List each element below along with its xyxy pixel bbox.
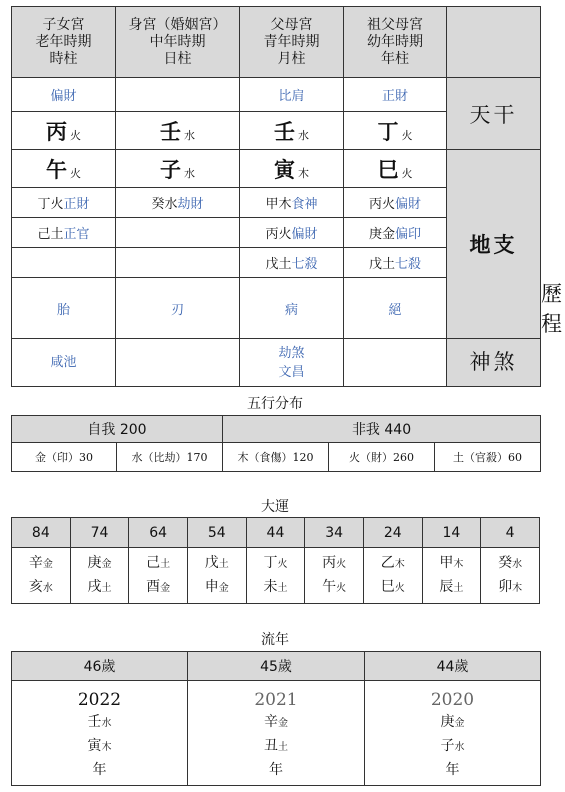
- stem-char: 丁: [377, 118, 399, 144]
- tiangan-label: 天干: [447, 78, 541, 150]
- wuxing-item-row: [12, 443, 541, 472]
- liunian-age: 45歲: [188, 652, 365, 681]
- stem-god-row: [12, 78, 541, 112]
- heavenly-stem: [344, 112, 447, 150]
- dayun-pillar: [363, 548, 422, 604]
- liunian-title: 流年: [261, 632, 289, 648]
- heavenly-stem: [116, 112, 240, 150]
- stem-char: 壬: [274, 118, 295, 144]
- shensha-cell: [240, 339, 344, 387]
- hidden-stem: [240, 188, 344, 218]
- element-label: 金: [101, 558, 112, 570]
- stem-char: 壬: [160, 118, 181, 144]
- dayun-age: 4: [481, 518, 540, 548]
- element-label: 木: [101, 742, 112, 753]
- pillar-header: [344, 7, 447, 78]
- element-label: 金: [454, 718, 465, 729]
- wuxing-item: 金（印）30: [12, 443, 117, 472]
- hidden-stem: [240, 248, 344, 278]
- hidden-stem-god: 正官: [63, 227, 90, 242]
- liunian-year: 2022: [77, 690, 122, 710]
- hidden-stem-char: 丙火: [265, 227, 292, 242]
- life-stage-row: 胎 刃 病 絕 歷程: [12, 278, 541, 339]
- branch-char: 午: [46, 156, 67, 182]
- liunian-year-cell: [188, 681, 365, 786]
- life-stage: 刃: [116, 278, 240, 339]
- hidden-stem-god: 正財: [63, 197, 90, 212]
- wuxing-item: 土（官殺）60: [435, 443, 541, 472]
- hidden-stem-god: 食神: [291, 197, 318, 212]
- liunian-branch: 寅: [87, 738, 102, 754]
- element-label: 水: [298, 128, 309, 142]
- element-label: 火: [401, 128, 413, 142]
- corner-cell: [447, 7, 541, 78]
- element-label: 木: [512, 582, 523, 594]
- liunian-branch: 丑: [264, 738, 278, 754]
- dayun-stem: 辛: [28, 554, 43, 571]
- dayun-age: 24: [363, 518, 422, 548]
- stem-god: [116, 78, 240, 112]
- element-label: 金: [278, 718, 288, 729]
- dayun-age: 84: [12, 518, 71, 548]
- element-label: 火: [70, 128, 81, 142]
- hidden-stem: [344, 248, 447, 278]
- shensha-item: 劫煞: [278, 345, 305, 361]
- period-label: 青年時期: [263, 33, 320, 50]
- hidden-stem: [116, 188, 240, 218]
- shensha-cell: [12, 339, 116, 387]
- palace-label: 父母宮: [270, 16, 313, 33]
- other-group: 非我 440: [223, 416, 541, 443]
- year-suffix: 年: [269, 762, 283, 778]
- dayun-branch: 辰: [439, 578, 454, 595]
- dayun-branch: 巳: [380, 578, 395, 595]
- earthly-branch: [240, 150, 344, 188]
- branch-char: 子: [160, 156, 181, 182]
- life-stage: 絕: [344, 278, 447, 339]
- hidden-stem: [12, 188, 116, 218]
- period-label: 中年時期: [149, 33, 206, 50]
- liunian-stem: 辛: [264, 714, 278, 730]
- dayun-branch: 午: [322, 578, 337, 595]
- hidden-stem-god: 七殺: [291, 257, 318, 272]
- shensha-cell: [344, 339, 447, 387]
- element-label: 木: [298, 166, 309, 180]
- wuxing-table: [11, 415, 541, 472]
- element-label: 水: [42, 582, 53, 594]
- liunian-year: 2021: [254, 690, 298, 710]
- stem-char: 丙: [46, 118, 67, 144]
- hidden-stem: [116, 248, 240, 278]
- element-label: 火: [401, 166, 413, 180]
- palace-label: 祖父母宮: [367, 16, 423, 33]
- hidden-stem-char: 戊土: [265, 257, 292, 272]
- dayun-age: 74: [70, 518, 129, 548]
- earthly-branch: [12, 150, 116, 188]
- hidden-stem-god: 偏印: [395, 227, 422, 242]
- dayun-pillar: [12, 548, 71, 604]
- stem-god: 比肩: [240, 78, 344, 112]
- element-label: 水: [101, 718, 112, 729]
- branch-row: [12, 150, 541, 188]
- pillar-label: 時柱: [49, 50, 78, 67]
- element-label: 水: [184, 166, 195, 180]
- element-label: 火: [336, 582, 347, 594]
- hidden-stem: [116, 218, 240, 248]
- pillar-label: 月柱: [277, 50, 306, 67]
- dayun-branch: 未: [263, 578, 278, 595]
- hidden-stem-char: 甲木: [265, 197, 292, 212]
- pillar-header: [240, 7, 344, 78]
- dayun-pillar: [481, 548, 540, 604]
- palace-label: 子女宮: [42, 16, 85, 33]
- dayun-pillar-row: [12, 548, 540, 604]
- dayun-pillar: [187, 548, 246, 604]
- element-label: 木: [394, 558, 405, 570]
- self-group: 自我 200: [12, 416, 223, 443]
- dayun-pillar: [422, 548, 481, 604]
- dayun-stem: 丙: [322, 554, 337, 571]
- hidden-stem-god: 偏財: [291, 227, 318, 242]
- liunian-stem: 壬: [87, 714, 102, 730]
- dayun-pillar: [129, 548, 188, 604]
- element-label: 火: [336, 558, 347, 570]
- element-label: 火: [394, 582, 405, 594]
- wuxing-group-row: [12, 416, 541, 443]
- pillar-label: 年柱: [381, 50, 409, 67]
- element-label: 土: [277, 582, 288, 594]
- liunian-table: [11, 651, 541, 786]
- hidden-stem-char: 庚金: [368, 227, 395, 242]
- pillar-header: [116, 7, 240, 78]
- hidden-stem-char: 己土: [37, 227, 64, 242]
- hidden-stem: [12, 218, 116, 248]
- element-label: 金: [218, 582, 229, 594]
- liunian-year-row: [12, 681, 541, 786]
- palace-label: 身宮（婚姻宮）: [128, 16, 227, 33]
- dayun-age: 54: [187, 518, 246, 548]
- dayun-title: 大運: [261, 499, 289, 515]
- dayun-stem: 丁: [263, 554, 278, 571]
- element-label: 土: [278, 742, 288, 753]
- dayun-branch: 申: [204, 578, 219, 595]
- dayun-pillar: [246, 548, 305, 604]
- heavenly-stem: [12, 112, 116, 150]
- dayun-age: 64: [129, 518, 188, 548]
- liunian-year-cell: [12, 681, 188, 786]
- hidden-stem-char: 戊土: [368, 257, 395, 272]
- dayun-age: 14: [422, 518, 481, 548]
- shensha-cell: [116, 339, 240, 387]
- element-label: 水: [454, 742, 465, 753]
- hidden-stem: [344, 218, 447, 248]
- dayun-stem: 甲: [439, 554, 454, 571]
- element-label: 火: [70, 166, 81, 180]
- hidden-stem-god: 七殺: [395, 257, 422, 272]
- shensha-item: 咸池: [50, 355, 77, 370]
- element-label: 水: [184, 128, 195, 142]
- hidden-stem-char: 癸水: [151, 197, 178, 212]
- element-label: 土: [160, 558, 171, 570]
- branch-char: 寅: [274, 156, 295, 182]
- pillar-header: [12, 7, 116, 78]
- liunian-stem: 庚: [440, 714, 455, 730]
- dayun-age: 44: [246, 518, 305, 548]
- shensha-row: [12, 339, 541, 387]
- hidden-stem: [240, 218, 344, 248]
- period-label: 老年時期: [35, 33, 92, 50]
- bazi-chart: [11, 6, 565, 387]
- element-label: 土: [453, 582, 464, 594]
- hidden-stem-god: 劫財: [177, 197, 204, 212]
- dayun-stem: 乙: [380, 554, 395, 571]
- wuxing-item: 木（食傷）120: [223, 443, 329, 472]
- liunian-age-row: [12, 652, 541, 681]
- dayun-stem: 戊: [204, 554, 219, 571]
- branch-char: 巳: [377, 156, 399, 182]
- life-stage: 胎: [12, 278, 116, 339]
- dayun-stem: 己: [146, 554, 161, 571]
- pillar-header-row: [12, 7, 541, 78]
- dayun-pillar: [305, 548, 364, 604]
- dayun-stem: 庚: [87, 554, 102, 571]
- liunian-age: 46歲: [12, 652, 188, 681]
- hidden-stem-god: 偏財: [395, 197, 422, 212]
- element-label: 木: [453, 558, 464, 570]
- element-label: 土: [218, 558, 229, 570]
- liunian-branch: 子: [440, 738, 455, 754]
- shensha-item: 文昌: [278, 364, 305, 380]
- stem-god: 正財: [344, 78, 447, 112]
- earthly-branch: [116, 150, 240, 188]
- stem-god: 偏財: [12, 78, 116, 112]
- wuxing-title: 五行分布: [247, 396, 303, 412]
- dayun-pillar: [70, 548, 129, 604]
- element-label: 火: [277, 558, 288, 570]
- dayun-branch: 卯: [498, 578, 513, 595]
- dizhi-label: 地支: [447, 150, 541, 339]
- life-stage: 病: [240, 278, 344, 339]
- element-label: 土: [101, 582, 112, 594]
- dayun-branch: 亥: [28, 578, 43, 595]
- wuxing-item: 水（比劫）170: [117, 443, 223, 472]
- dayun-age: 34: [305, 518, 364, 548]
- heavenly-stem: [240, 112, 344, 150]
- dayun-table: [11, 517, 540, 604]
- dayun-stem: 癸: [498, 554, 513, 571]
- hidden-stem-char: 丁火: [37, 197, 64, 212]
- liunian-year: 2020: [430, 690, 475, 710]
- wuxing-item: 火（財）260: [329, 443, 435, 472]
- element-label: 金: [42, 558, 53, 570]
- hidden-stem: [344, 188, 447, 218]
- shensha-label: 神煞: [447, 339, 541, 387]
- pillar-label: 日柱: [163, 50, 192, 67]
- element-label: 水: [512, 558, 523, 570]
- hidden-stem: [12, 248, 116, 278]
- year-suffix: 年: [445, 762, 460, 778]
- hidden-stem-char: 丙火: [368, 197, 395, 212]
- dayun-age-row: [12, 518, 540, 548]
- earthly-branch: [344, 150, 447, 188]
- period-label: 幼年時期: [367, 33, 423, 50]
- dayun-branch: 戌: [87, 578, 102, 595]
- dayun-branch: 酉: [146, 578, 161, 595]
- year-suffix: 年: [92, 762, 107, 778]
- element-label: 金: [160, 582, 171, 594]
- liunian-year-cell: [365, 681, 541, 786]
- liunian-age: 44歲: [365, 652, 541, 681]
